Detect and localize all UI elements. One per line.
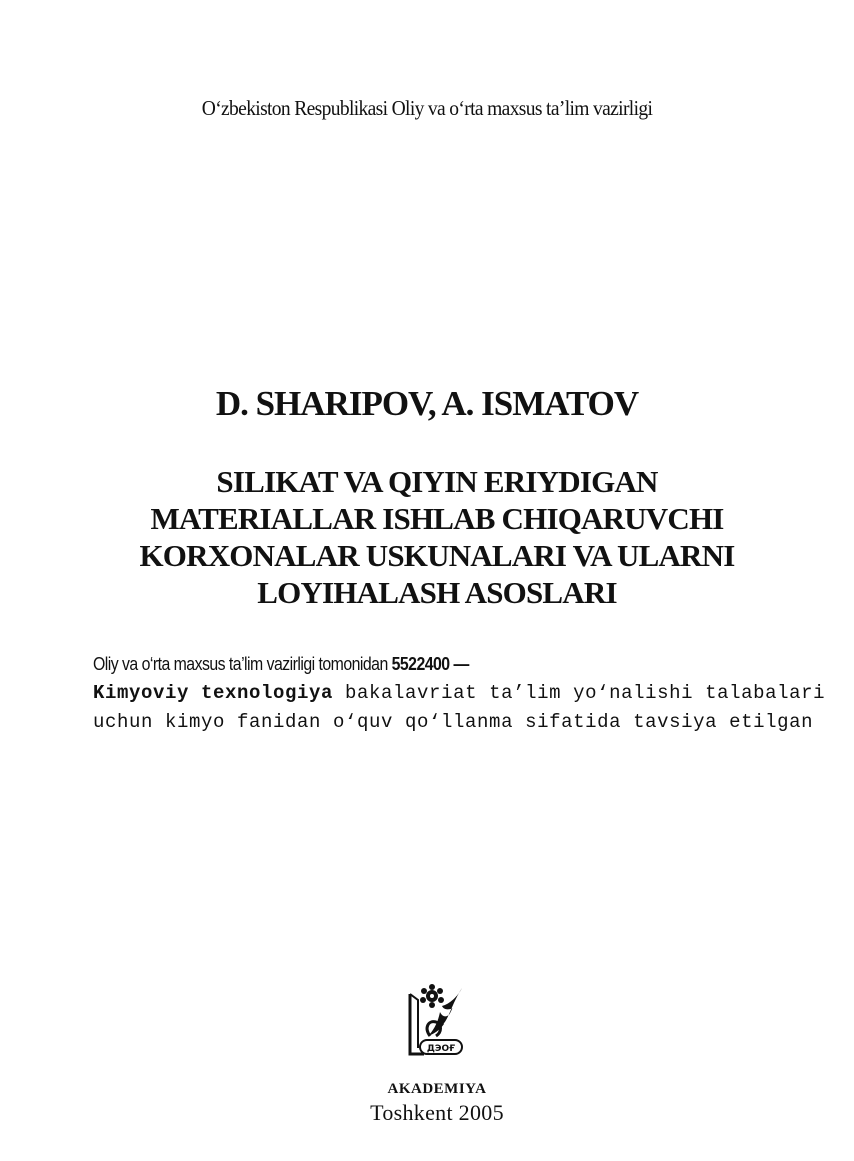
- ministry-name: O‘zbekiston Respublikasi Oliy va o‘rta maxsus ta’lim vazirligi: [201, 96, 653, 120]
- title-line: MATERIALLAR ISHLAB CHIQARUVCHI: [150, 501, 724, 536]
- recommendation-line: [93, 679, 826, 708]
- recommendation-audience-text: bakalavriat ta’lim yo‘nalishi talabalari: [333, 682, 826, 704]
- recommendation-ministry-text: Oliy va o‘rta maxsus ta’lim vazirligi tomonidan: [93, 654, 392, 674]
- recommendation-text: [93, 650, 826, 737]
- publisher-name: AKADEMIYA: [387, 1081, 487, 1097]
- title-line: LOYIHALASH ASOSLARI: [257, 575, 617, 610]
- publication-place-year: Toshkent 2005: [370, 1100, 504, 1125]
- specialty-code: 5522400 —: [391, 654, 469, 674]
- specialty-name: Kimyoviy texnologiya: [93, 682, 334, 704]
- title-line: SILIKAT VA QIYIN ERIYDIGAN: [216, 464, 658, 499]
- book-title: [0, 463, 854, 611]
- book-authors: D. SHARIPOV, A. ISMATOV: [215, 384, 639, 423]
- emblem-lettering: ДЭОҒ: [426, 1044, 456, 1054]
- publisher-emblem-icon: [404, 980, 468, 1062]
- recommendation-line: uchun kimyo fanidan o‘quv qo‘llanma sifatida tavsiya etilgan: [93, 711, 814, 733]
- title-line: KORXONALAR USKUNALARI VA ULARNI: [139, 538, 735, 573]
- recommendation-line: [93, 650, 709, 679]
